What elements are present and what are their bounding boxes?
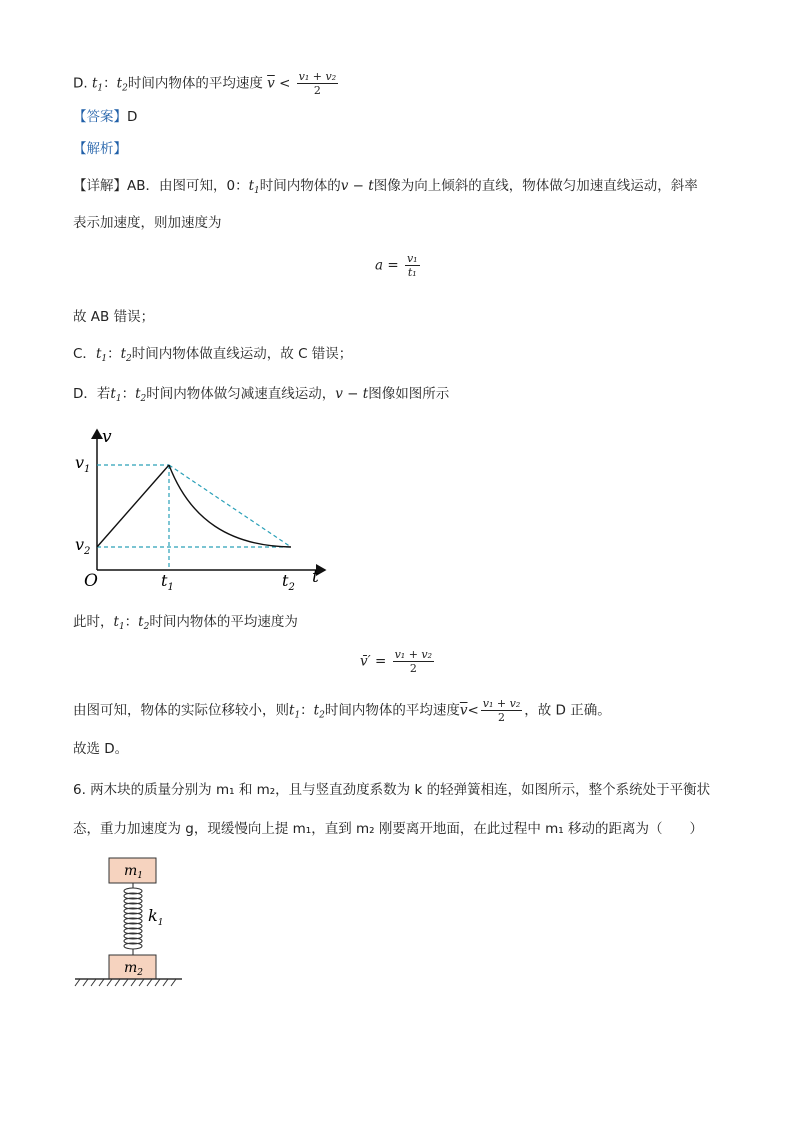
option-text: 时间内物体做匀减速直线运动，	[146, 386, 336, 402]
ab-wrong-line	[73, 308, 154, 326]
ground	[75, 979, 182, 986]
text: 此时，	[73, 614, 114, 630]
answer-label: 【答案】	[73, 109, 127, 125]
text: ，故 D 正确。	[524, 702, 611, 719]
detail-text: AB．由图可知，	[127, 178, 227, 194]
option-label: D．若	[73, 386, 111, 402]
fraction	[481, 697, 522, 724]
detail-text: 图像为向上倾斜的直线，物体做匀加速直线运动，斜率	[373, 178, 698, 194]
detail-line-2	[73, 214, 222, 232]
denominator: 2	[409, 662, 417, 675]
t2-symbol: t	[120, 346, 127, 362]
formula-lhs: a =	[375, 257, 399, 274]
spring	[124, 883, 142, 955]
answer-value: D	[127, 109, 138, 125]
answer-line	[73, 108, 137, 126]
denominator: 2	[498, 711, 506, 724]
numerator: v₁	[406, 252, 418, 265]
t1-label: $t_1$	[161, 571, 174, 592]
at-this-line: 此时，$t_1$：$t_2$时间内物体的平均速度为	[73, 614, 298, 632]
separator: ：	[103, 75, 117, 92]
option-label: C．	[73, 346, 96, 362]
v1-label: $v_1$	[75, 453, 91, 475]
spring-figure	[72, 855, 187, 990]
analysis-line	[73, 140, 127, 158]
text: 由图可知，物体的实际位移较小，则	[73, 702, 289, 719]
t2-symbol: t	[116, 75, 123, 92]
k1-label: $k_1$	[148, 906, 164, 928]
option-c-line: C．$t_1$：$t_2$时间内物体做直线运动，故 C 错误；	[73, 346, 353, 364]
formula-lhs: v̄′ =	[360, 653, 387, 670]
q6-line-1	[73, 781, 710, 799]
q6-text: 态，重力加速度为 g，现缓慢向上提 m₁，直到 m₂ 刚要离开地面，在此过程中 m₁ 移动的距离为（ ）	[73, 821, 704, 837]
numerator: v₁ + v₂	[394, 648, 433, 661]
option-text: 图像如图所示	[368, 386, 450, 402]
denominator: t₁	[407, 266, 417, 279]
ab-wrong-text: 故 AB 错误；	[73, 309, 155, 325]
vbar-symbol: $\overline{v}$	[267, 75, 275, 92]
separator: ：	[124, 614, 139, 630]
t2-label: $t_2$	[282, 571, 295, 592]
detail-label: 【详解】	[73, 178, 127, 194]
choose-line	[73, 740, 128, 758]
t1-symbol: t	[289, 702, 295, 719]
origin-label: O	[84, 571, 98, 591]
fraction	[393, 648, 434, 675]
vt-symbol: v − t	[340, 178, 374, 194]
q6-text: 6. 两木块的质量分别为 m₁ 和 m₂，且与竖直劲度系数为 k 的轻弹簧相连，如图所示，整个系统处于平衡状	[73, 782, 711, 798]
t2-symbol: t	[138, 614, 144, 630]
m2-label: $m_2$	[124, 960, 144, 978]
detail-text: 时间内物体的	[259, 178, 341, 194]
fraction	[405, 252, 420, 279]
q6-line-2	[73, 820, 703, 838]
separator: ：	[235, 178, 249, 194]
t-axis-label: t	[312, 567, 319, 587]
v-axis-label: v	[102, 427, 112, 447]
option-d-line: D. $t_1$：$t_2$时间内物体的平均速度 $\overline{v}$ < $\frac{\text{v₁ + v₂}}{2}$	[73, 70, 337, 97]
less-than: <	[467, 702, 479, 719]
conclusion-line: 由图可知，物体的实际位移较小，则$t_1$：$t_2$时间内物体的平均速度$\overline{v}<$ $\frac{\text{v₁ + v₂}}{2}$ ，故 D 正确。	[73, 697, 611, 724]
t1-symbol: t	[113, 614, 119, 630]
option-text: 时间内物体做直线运动，故 C 错误；	[131, 346, 353, 362]
option-text: 时间内物体的平均速度	[127, 75, 263, 92]
fraction	[297, 70, 338, 97]
separator: ：	[107, 346, 121, 362]
detail-text: 表示加速度，则加速度为	[73, 215, 222, 231]
numerator: v₁ + v₂	[298, 70, 337, 83]
zero: 0	[226, 178, 236, 194]
accel-line	[97, 465, 169, 547]
denominator: 2	[313, 84, 321, 97]
analysis-label: 【解析】	[73, 141, 127, 157]
t1-symbol: t	[95, 346, 102, 362]
formula-vbar-prime	[360, 648, 436, 675]
formula-a	[375, 252, 422, 279]
text: 时间内物体的平均速度	[324, 702, 460, 719]
t1-symbol: t	[110, 386, 116, 402]
option-d2-line: D．若$t_1$：$t_2$时间内物体做匀减速直线运动，v − t图像如图所示	[73, 386, 450, 404]
vbar-symbol: $\overline{v}$	[459, 702, 468, 719]
t2-symbol: t	[135, 386, 141, 402]
choose-text: 故选 D。	[73, 741, 129, 757]
m1-label: $m_1$	[124, 863, 144, 881]
v2-label: $v_2$	[75, 535, 91, 557]
vt-symbol: v − t	[335, 386, 369, 402]
vt-graph	[70, 420, 340, 592]
t2-symbol: t	[313, 702, 320, 719]
separator: ：	[121, 386, 136, 402]
text: 时间内物体的平均速度为	[149, 614, 298, 630]
less-than: <	[279, 75, 291, 92]
option-label: D.	[73, 75, 88, 92]
t1-symbol: t	[91, 75, 98, 92]
numerator: v₁ + v₂	[482, 697, 521, 710]
separator: ：	[300, 702, 314, 719]
detail-line-1: 【详解】AB．由图可知，0：$t_1$时间内物体的v − t图像为向上倾斜的直线，物体做匀加速直线运动，斜率	[73, 178, 698, 196]
t1-symbol: t	[248, 178, 255, 194]
